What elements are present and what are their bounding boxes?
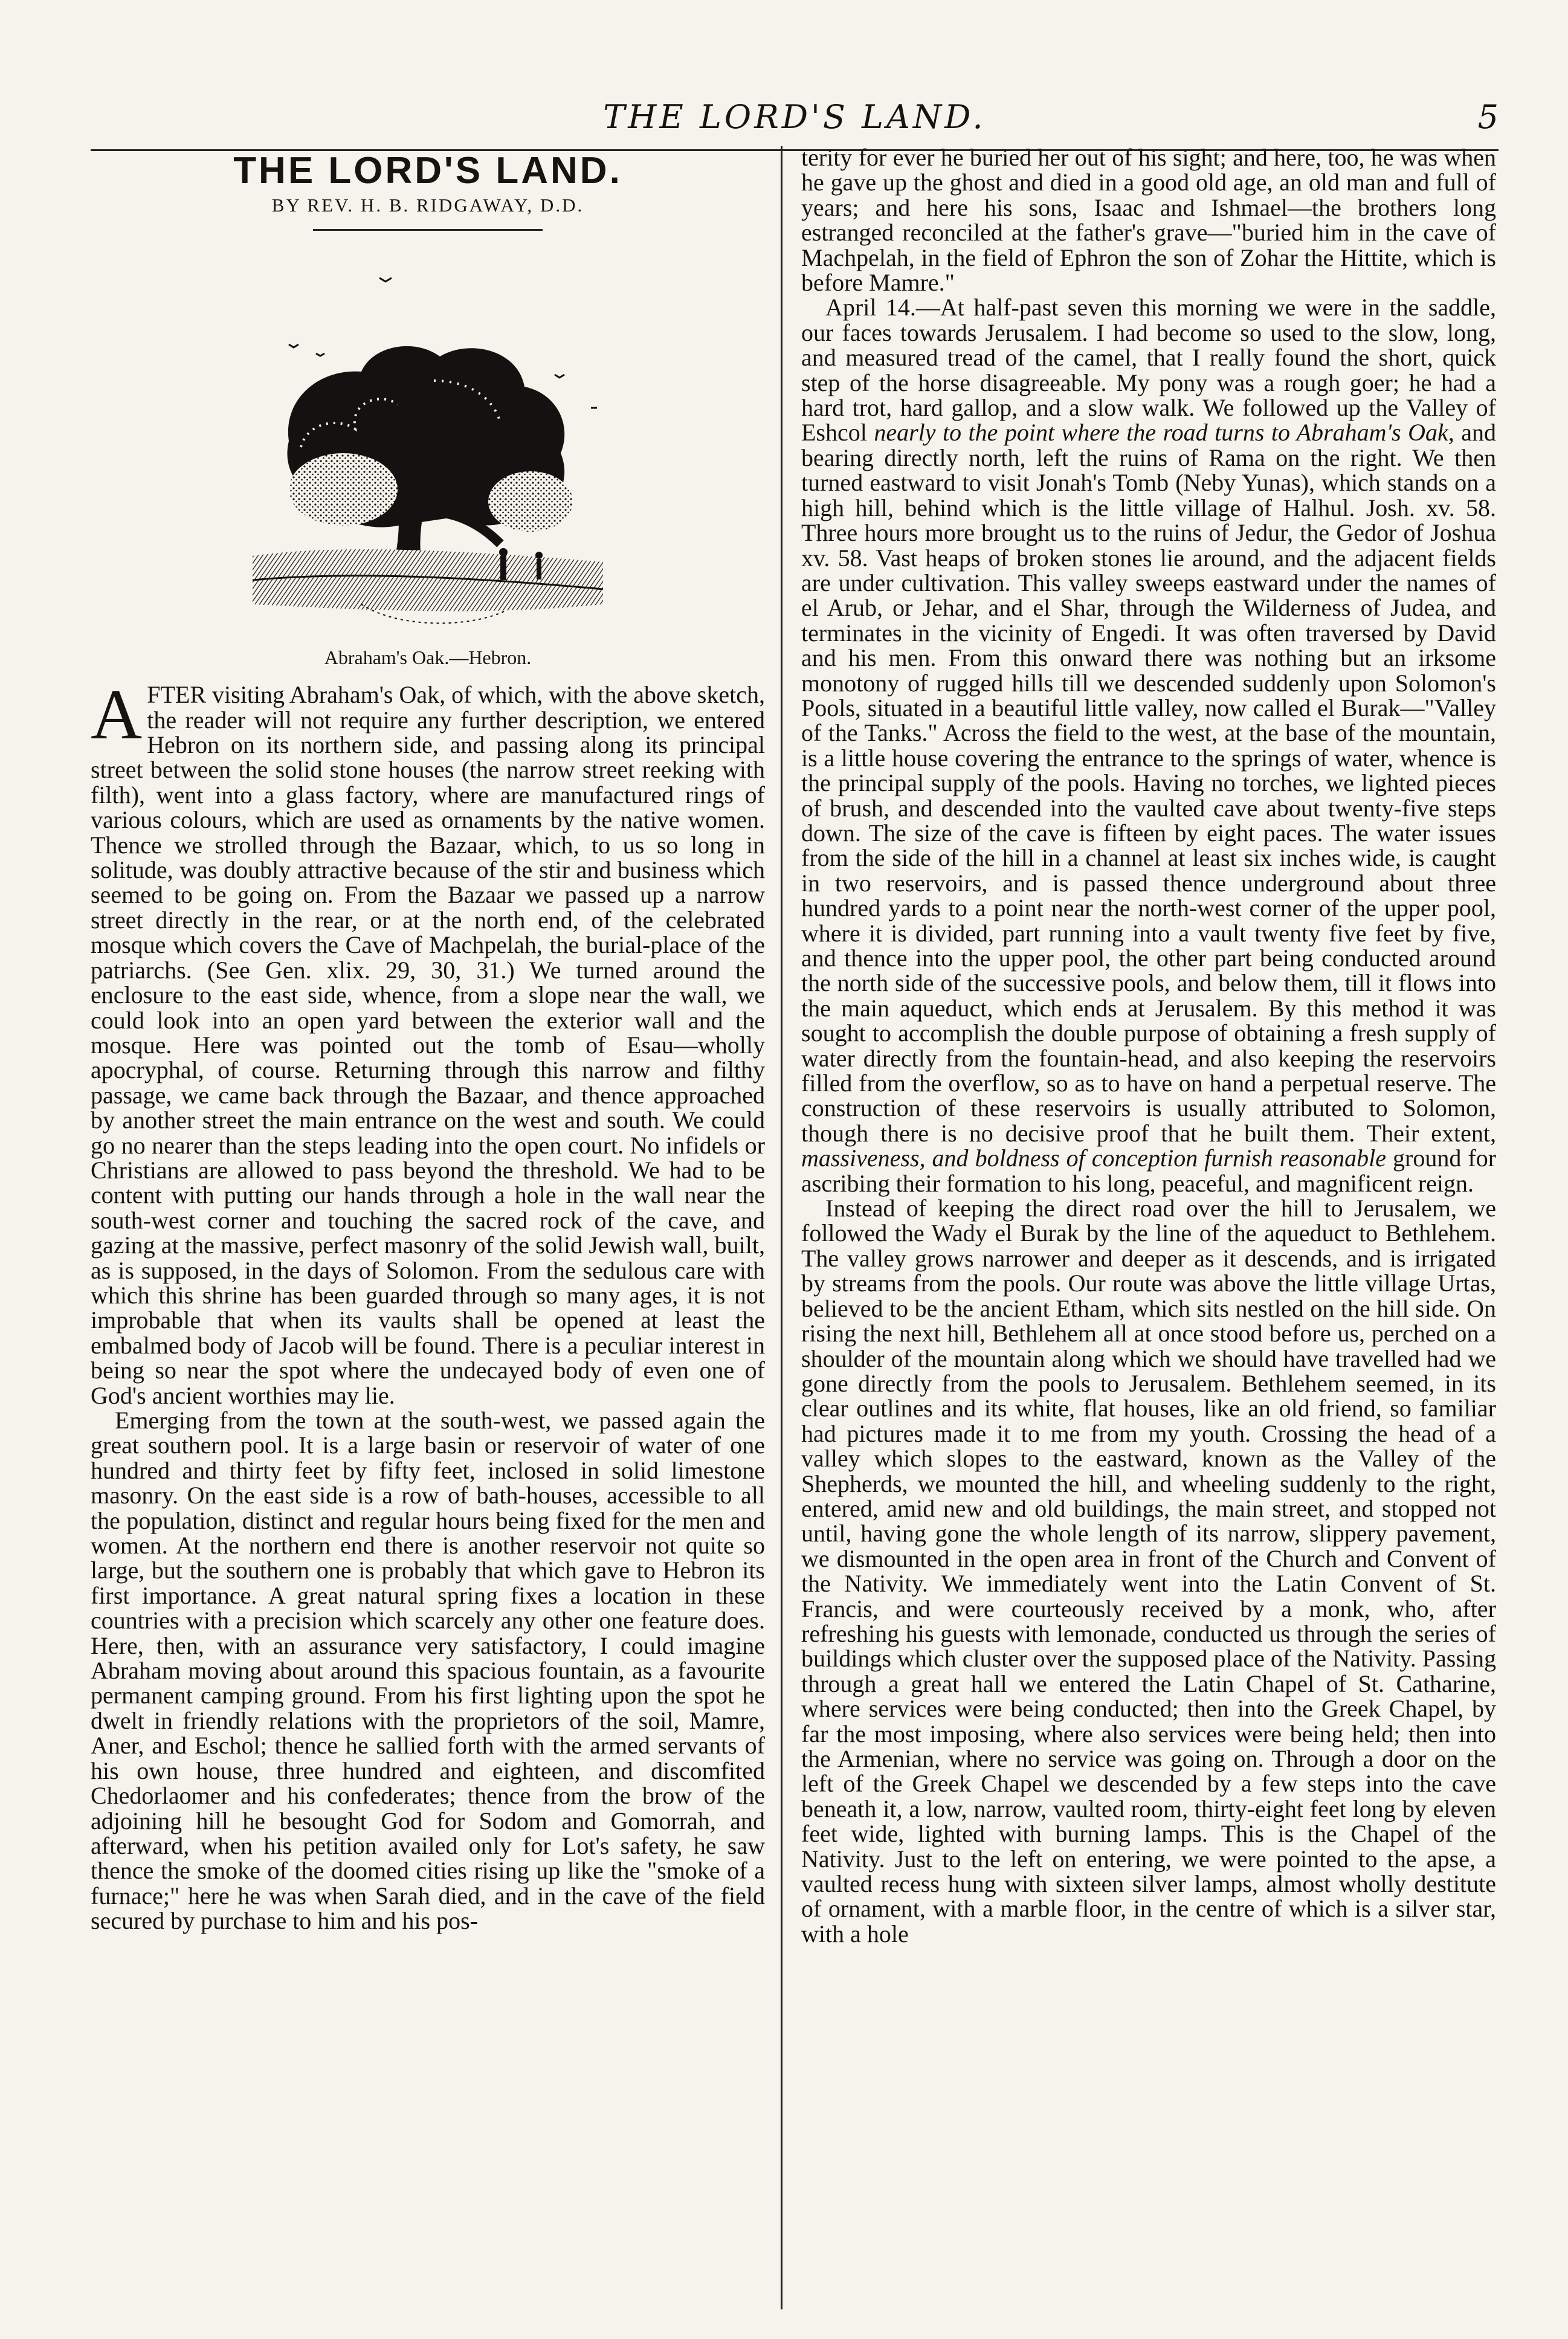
paragraph-3: terity for ever he buried her out of his sight; and here, too, he was when he gave up the ghost and died in a good old age, an old man and full of years; and here his sons, Isaac and Ishmael—the brothers long estranged reconciled at the father's grave—"buried him in the cave of Machpelah, in the field of Ephron the son of Zohar the Hittite, which is before Mamre." [801, 144, 1496, 297]
paragraph-4-text-a: April 14.—At half-past seven this morning we were in the saddle, our faces towards Jerusalem. I had become so used to the slow, long, and measured tread of the camel, that I really found the short, quick step of the horse disagreeable. My pony was a rough goer; he had a hard trot, hard gallop, and a slow walk. We followed up the Valley of Eshcol [801, 294, 1496, 447]
paragraph-4-text-b: and bearing directly north, left the ruins of Rama on the right. We then turned eastward to visit Jonah's Tomb (Neby Yunas), which stands on a high hill, behind which is the little village of Halhul. Josh. xv. 58. Three hours more brought us to the ruins of Jedur, the Gedor of Joshua xv. 58. Vast heaps of broken stones lie around, and the adjacent fields are under cultivation. This valley sweeps eastward under the names of el Arub, or Jehar, and el Shar, through the Wilderness of Judea, and terminates in the vicinity of Engedi. It was often traversed by David and his men. From this onward there was nothing but an irksome monotony of rugged hills till we descended suddenly upon Solomon's Pools, situated in a beautiful little valley, now called el Burak—"Valley of the Tanks." Across the field to the west, at the base of the mountain, is a little house covering the entrance to the springs of water, whence is the principal supply of the pools. Having no torches, we lighted pieces of brush, and descended into the vaulted cave about twenty-five steps down. The size of the cave is fifteen by eight paces. The water issues from the side of the hill in a channel at least six inches wide, is caught in two reservoirs, and is passed thence underground about three hundred yards to a point near the north-west corner of the upper pool, where it is divided, part running into a vault twenty five feet by five, and thence into the upper pool, the other part being conducted around the north side of the successive pools, and below them, till it flows into the main aqueduct, which ends at Jerusalem. By this method it was sought to accomplish the double purpose of obtaining a fresh supply of water directly from the fountain-head, and also keeping the reservoirs filled from the overflow, so as to have on hand a perpetual reserve. The construction of these reservoirs is usually attributed to Solomon, though there is no decisive proof that he built them. Their extent, [801, 419, 1497, 1147]
paragraph-2: Emerging from the town at the south-west, we passed again the great southern pool. It is a large basin or reservoir of water of one hundred and thirty feet by fifty feet, inclosed in solid limestone masonry. On the east side is a row of bath-houses, accessible to all the population, distinct and regular hours being fixed for the men and women. At the northern end there is another reservoir not quite so large, but the southern one is probably that which gave to Hebron its first importance. A great natural spring fixes a location in these countries with a precision which scarcely any other one feature does. Here, then, with an assurance very satisfactory, I could imagine Abraham moving about around this spacious fountain, as a favourite permanent camping ground. From his first lighting upon the spot he dwelt in friendly relations with the proprietors of the soil, Mamre, Aner, and Eschol; thence he sallied forth with the armed servants of his own house, three hundred and eighteen, and discomfited Chedorlaomer and his confederates; thence from the brow of the adjoining hill he besought God for Sodom and Gomorrah, and afterward, when his petition availed only for Lot's safety, he saw thence the smoke of the doomed cities rising up like the "smoke of a furnace;" here he was when Sarah died, and in the cave of the field secured by purchase to him and his pos- [91, 1407, 765, 1935]
figure-caption: Abraham's Oak.—Hebron. [324, 646, 532, 668]
paragraph-5: Instead of keeping the direct road over the hill to Jerusalem, we followed the Wady el Burak by the line of the aqueduct to Bethlehem. The valley grows narrower and deeper as it descends, and is irrigated by streams from the pools. Our route was above the little village Urtas, believed to be the ancient Etham, which sits nestled on the hill side. On rising the next hill, Bethlehem all at once stood before us, perched on a shoulder of the mountain along which we should have travelled had we gone directly from the pools to Jerusalem. Bethlehem seemed, in its clear outlines and its white, flat houses, like an old friend, so familiar had pictures made it to me from my youth. Crossing the head of a valley which slopes to the eastward, known as the Valley of the Shepherds, we mounted the hill, and wheeling suddenly to the right, entered, amid new and old buildings, the main street, and stopped not until, having gone the whole length of its narrow, slippery pavement, we dismounted in the open area in front of the Church and Convent of the Nativity. We immediately went into the Latin Convent of St. Francis, and were courteously received by a monk, who, after refreshing his guests with lemonade, conducted us through the series of buildings which cluster over the supposed place of the Nativity. Passing through a great hall we entered the Latin Chapel of St. Catharine, where services were being conducted; then into the Greek Chapel, by far the most imposing, where also services were being held; then into the Armenian, where no service was going on. Through a door on the left of the Greek Chapel we descended by a few steps into the cave beneath it, a low, narrow, vaulted room, thirty-eight feet long by eleven feet wide, lighted with burning lamps. This is the Chapel of the Nativity. Just to the left on entering, we were pointed to the apse, a vaulted recess hung with sixteen silver lamps, almost wholly destitute of ornament, with a marble floor, in the centre of which is a silver star, with a hole [801, 1195, 1496, 1947]
article-byline: BY REV. H. B. RIDGAWAY, D.D. [271, 195, 584, 216]
page-number: 5 [1477, 98, 1499, 136]
paragraph-1-text: FTER visiting Abraham's Oak, of which, with the above sketch, the reader will not require any further description, we entered Hebron on its northern side, and passing along its principal street between the solid stone houses (the narrow street reeking with filth), went into a glass factory, where are manufactured rings of various colours, which are used as ornaments by the native women. Thence we strolled through the Bazaar, which, to us so long in solitude, was doubly attractive because of the stir and business which seemed to be going on. From the Bazaar we passed up a narrow street directly in the rear, or at the north end, of the celebrated mosque which covers the Cave of Machpelah, the burial-place of the patriarchs. (See Gen. xlix. 29, 30, 31.) We turned around the enclosure to the east side, whence, from a slope near the wall, we could look into an open yard between the exterior wall and the mosque. Here was pointed out the tomb of Esau—wholly apocryphal, of course. Returning through this narrow and filthy passage, we came back through the Bazaar, and thence approached by another street the main entrance on the west and south. We could go no nearer than the steps leading into the open court. No infidels or Christians are allowed to pass beyond the threshold. We had to be content with putting our hands through a hole in the wall near the south-west corner and touching the sacred rock of the cave, and gazing at the massive, perfect masonry of the solid Jewish wall, built, as is supposed, in the days of Solomon. From the sedulous care with which this shrine has been guarded through so many ages, it is not improbable that when its vaults shall be opened at least the embalmed body of Jacob will be found. There is a peculiar interest in being so near the spot where the undecayed body of even one of God's ancient worthies may lie. [91, 681, 765, 1409]
paragraph-4-italic-b: massiveness, and boldness of conception furnish reasonable [801, 1144, 1386, 1172]
abrahams-oak-illustration [216, 242, 639, 640]
article-title: THE LORD'S LAND. [233, 150, 622, 192]
running-title: THE LORD'S LAND. [603, 98, 986, 136]
left-column [91, 150, 765, 1935]
column-divider [781, 146, 782, 2309]
paragraph-1 [91, 675, 765, 1409]
title-rule [313, 229, 543, 231]
paragraph-4-italic-a: nearly to the point where the road turns to Abraham's Oak, [874, 419, 1454, 447]
paragraph-4 [801, 295, 1496, 1196]
drop-cap: A [91, 675, 143, 755]
right-column [801, 145, 1496, 1946]
paragraph-4-text-c: ground for ascribing their formation to his long, peaceful, and magnificent reign. [801, 1144, 1497, 1197]
